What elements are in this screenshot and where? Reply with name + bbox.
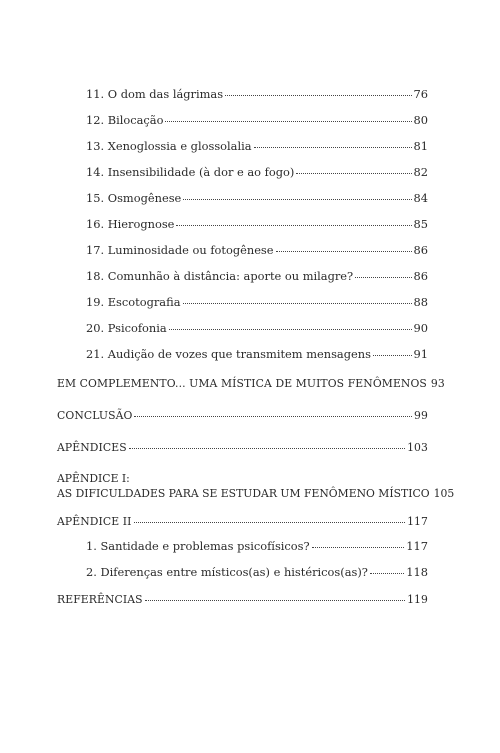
dot-leader	[129, 447, 405, 449]
dot-leader	[276, 250, 412, 252]
toc-entry	[86, 165, 428, 180]
toc-entry-page: 88	[413, 295, 428, 309]
toc-entry-page: 80	[413, 113, 428, 127]
toc-entry-page: 90	[413, 321, 428, 335]
toc-entry	[86, 87, 428, 102]
toc-entry-label: 21. Audição de vozes que transmitem mensagens	[86, 347, 371, 361]
toc-entry-page: 86	[413, 243, 428, 257]
toc-section-page: 93	[430, 377, 445, 390]
toc-entry	[86, 139, 428, 154]
toc-entry	[86, 565, 428, 580]
toc-entry	[86, 191, 428, 206]
dot-leader	[183, 302, 412, 304]
toc-entry-page: 117	[406, 539, 428, 553]
toc-section-em-complemento	[57, 376, 445, 391]
dot-leader	[169, 328, 412, 330]
toc-entry-label: 16. Hierognose	[86, 217, 175, 231]
toc-entry	[86, 295, 428, 310]
toc-section-page: 99	[414, 409, 428, 422]
toc-entry-label: 13. Xenoglossia e glossolalia	[86, 139, 252, 153]
toc-entry-label: 12. Bilocação	[86, 113, 164, 127]
toc-entry-label: 20. Psicofonia	[86, 321, 167, 335]
toc-entry	[86, 539, 428, 554]
toc-section-conclusao	[57, 408, 428, 423]
toc-entry-page: 85	[413, 217, 428, 231]
toc-section-label: APÊNDICES	[57, 441, 127, 454]
toc-entry	[86, 217, 428, 232]
dot-leader	[176, 224, 411, 226]
toc-section-label: REFERÊNCIAS	[57, 593, 143, 606]
toc-section-page: 103	[407, 441, 428, 454]
toc-entry-page: 81	[413, 139, 428, 153]
toc-section-page: 119	[407, 593, 428, 606]
dot-leader	[254, 146, 412, 148]
dot-leader	[296, 172, 411, 174]
toc-entry	[86, 113, 428, 128]
toc-section-label: CONCLUSÃO	[57, 409, 133, 422]
toc-entry-label: 2. Diferenças entre místicos(as) e histéricos(as)?	[86, 565, 368, 579]
toc-entry-label: 15. Osmogênese	[86, 191, 182, 205]
toc-section-label: APÊNDICE II	[57, 515, 132, 528]
toc-section-apendices	[57, 440, 428, 455]
toc-entry-label: 1. Santidade e problemas psicofísicos?	[86, 539, 310, 553]
toc-section-referencias	[57, 592, 428, 607]
dot-leader	[165, 120, 411, 122]
toc-section-label-line1: APÊNDICE I:	[57, 472, 130, 485]
toc-section-page: 105	[433, 487, 455, 500]
dot-leader	[134, 415, 412, 417]
toc-section-apendice-i	[57, 471, 455, 501]
toc-section-label: EM COMPLEMENTO... UMA MÍSTICA DE MUITOS FENÔMENOS	[57, 377, 427, 390]
toc-entry-page: 86	[413, 269, 428, 283]
toc-section-apendice-ii	[57, 514, 428, 529]
toc-entry-label: 19. Escotografia	[86, 295, 181, 309]
toc-entry	[86, 347, 428, 362]
toc-entry-label: 14. Insensibilidade (à dor e ao fogo)	[86, 165, 295, 179]
dot-leader	[134, 521, 406, 523]
toc-entry-label: 18. Comunhão à distância: aporte ou milagre?	[86, 269, 354, 283]
toc-entry-label: 17. Luminosidade ou fotogênese	[86, 243, 274, 257]
toc-section-line2	[57, 486, 455, 501]
dot-leader	[225, 94, 411, 96]
toc-entry-page: 76	[413, 87, 428, 101]
toc-entry-label: 11. O dom das lágrimas	[86, 87, 224, 101]
dot-leader	[355, 276, 411, 278]
dot-leader	[145, 599, 405, 601]
toc-entry-page: 82	[413, 165, 428, 179]
dot-leader	[370, 572, 404, 574]
toc-entry-page: 84	[413, 191, 428, 205]
toc-section-page: 117	[407, 515, 428, 528]
dot-leader	[373, 354, 412, 356]
toc-entry-page: 118	[406, 565, 428, 579]
dot-leader	[183, 198, 411, 200]
toc-entry	[86, 321, 428, 336]
toc-entry	[86, 269, 428, 284]
toc-section-label-line2: AS DIFICULDADES PARA SE ESTUDAR UM FENÔMENO MÍSTICO	[57, 487, 430, 500]
toc-entry	[86, 243, 428, 258]
toc-entry-page: 91	[413, 347, 428, 361]
dot-leader	[312, 546, 405, 548]
